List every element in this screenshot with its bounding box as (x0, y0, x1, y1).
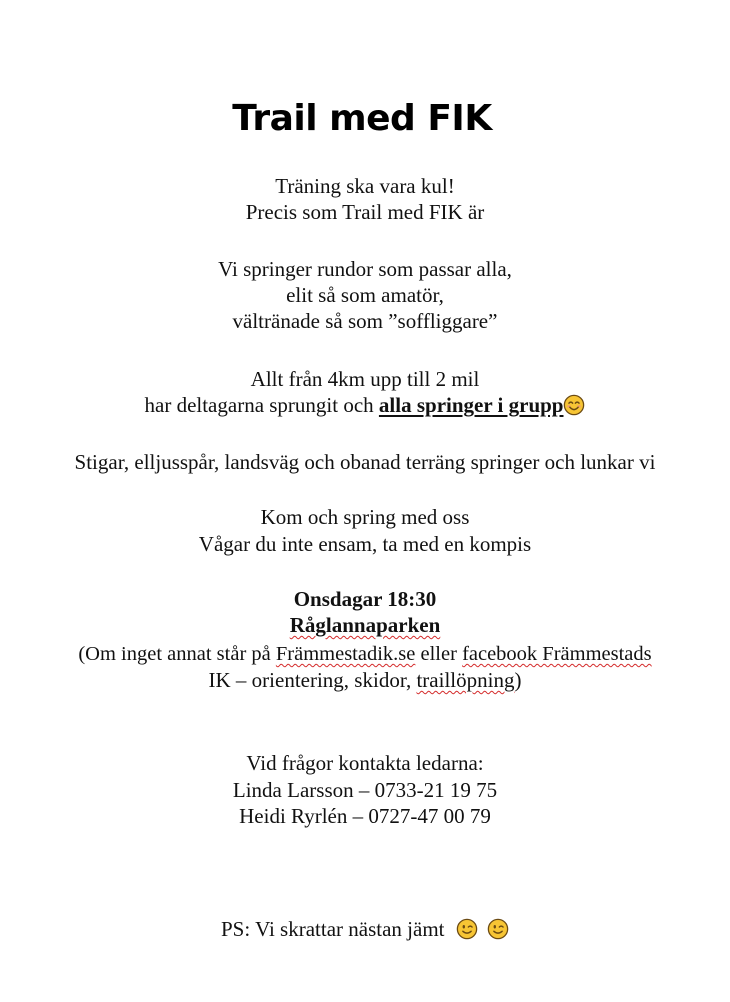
schedule-note-line-1: (Om inget annat står på Främmestadik.se eller facebook Främmestads (78, 643, 652, 665)
contact-heading: Vid frågor kontakta ledarna: (246, 751, 484, 775)
schedule-day-time: Onsdagar 18:30 (293, 587, 437, 611)
schedule-place: Råglannaparken (289, 613, 441, 637)
smiling-face-icon (563, 394, 585, 416)
website-text: Främmestadik.se (275, 643, 416, 665)
intro-line-1: Träning ska vara kul! (275, 174, 455, 198)
group-running-emphasis: alla springer i grupp (379, 393, 586, 417)
facebook-text: facebook Främmestads (462, 643, 652, 665)
distance-text: har deltagarna sprungit och (144, 393, 379, 417)
invite-line-1: Kom och spring med oss (260, 505, 470, 529)
schedule-note-line-2: IK – orientering, skidor, traillöpning) (208, 668, 522, 692)
audience-line-1: Vi springer rundor som passar alla, (218, 257, 512, 281)
invite-line-2: Vågar du inte ensam, ta med en kompis (198, 532, 532, 556)
distance-line-2 (0, 392, 730, 418)
contact-leader-2: Heidi Ryrlén – 0727-47 00 79 (239, 804, 491, 828)
flyer-title: Trail med FIK (232, 98, 492, 139)
intro-line-2: Precis som Trail med FIK är (245, 200, 485, 224)
ps-line (0, 916, 730, 942)
terrain-line: Stigar, elljusspår, landsväg och obanad terräng springer och lunkar vi (74, 450, 656, 474)
ps-text: PS: Vi skrattar nästan jämt (221, 917, 445, 941)
winking-face-icon (487, 918, 509, 940)
audience-line-3: vältränade så som ”soffliggare” (232, 309, 498, 333)
audience-line-2: elit så som amatör, (286, 283, 444, 307)
contact-leader-1: Linda Larsson – 0733-21 19 75 (232, 778, 498, 802)
distance-line-1: Allt från 4km upp till 2 mil (250, 367, 480, 391)
winking-face-icon (456, 918, 478, 940)
